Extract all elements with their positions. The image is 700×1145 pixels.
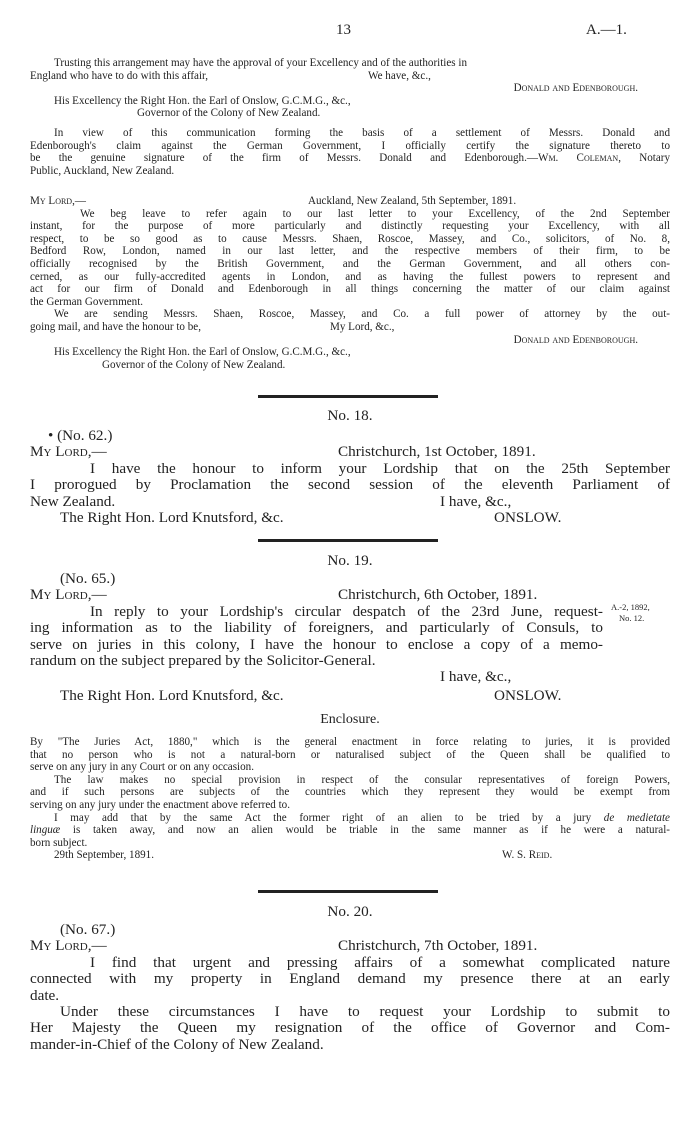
closing-line: England who have to do with this affair,: [30, 69, 209, 82]
letter-line: We are sending Messrs. Shaen, Roscoe, Massey, and Co. a full power of attorney by the out-: [54, 308, 670, 321]
signature: ONSLOW.: [494, 686, 562, 704]
signature: Donald and Edenborough.: [513, 82, 638, 95]
despatch-ref: (No. 65.): [60, 570, 116, 587]
signature: W. S. Reid.: [502, 849, 553, 862]
salutation: My Lord,—: [30, 586, 107, 604]
letter-line: respect, to be so good as to cause Messrs. Shaen, Roscoe, Massey, and Co., solicitors, of No. 8,: [30, 232, 670, 245]
place-date: Christchurch, 7th October, 1891.: [338, 937, 538, 955]
enclosure-line: serve on any jury in any Court or on any occasion.: [30, 761, 254, 774]
enclosure-line: is taken away, and now an alien would be triable in the same manner as if he were a natural-: [60, 824, 670, 837]
despatch-line: I prorogued by Proclamation the second session of the eleventh Parliament of: [30, 476, 670, 494]
section-divider: [258, 395, 438, 398]
letter-line: the German Government.: [30, 295, 144, 308]
certificate-line: , Notary: [618, 152, 670, 165]
closing-greeting: My Lord, &c.,: [330, 320, 395, 333]
enclosure-line: that no person who is not a natural-born or naturalised subject of the Queen shall be qualified to: [30, 748, 670, 761]
despatch-line: serve on juries in this colony, I have the honour to enclose a copy of a memo-: [30, 635, 603, 653]
certificate-line: In view of this communication forming the basis of a settlement of Messrs. Donald and: [54, 127, 670, 139]
margin-reference-line: No. 12.: [619, 613, 645, 623]
signature: ONSLOW.: [494, 509, 562, 527]
enclosure-line: born subject.: [30, 836, 88, 849]
addressee-line: Governor of the Colony of New Zealand.: [137, 107, 321, 120]
letter-line: act for our firm of Donald and Edenborough in all things concerning the matter of our claim against: [30, 283, 670, 296]
letter-line: instant, for the purpose of more particularly and distinctly requesting your Excellency, with all: [30, 220, 670, 233]
despatch-line: mander-in-Chief of the Colony of New Zealand.: [30, 1035, 324, 1053]
closing-greeting: I have, &c.,: [440, 668, 512, 686]
despatch-ref: • (No. 62.): [48, 427, 113, 444]
despatch-line: In reply to your Lordship's circular despatch of the 23rd June, request-: [90, 602, 603, 620]
despatch-line: Her Majesty the Queen my resignation of the office of Governor and Com-: [30, 1019, 670, 1037]
enclosure-line: By "The Juries Act, 1880," which is the general enactment in force relating to juries, it is provided: [30, 736, 670, 748]
despatch-line: connected with my property in England demand my presence there at an early: [30, 970, 670, 988]
letter-line: Bedford Row, London, named in our last letter, and the respective members of their firm, to be: [30, 245, 670, 258]
despatch-ref: (No. 67.): [60, 921, 116, 938]
enclosure-line: serving on any jury under the enactment above referred to.: [30, 798, 290, 811]
letter-line: cerned, as our fully-accredited agents in London, and as having the fullest powers to represent and: [30, 270, 670, 283]
letter-closing-block: [30, 57, 670, 120]
letter-line: officially recognised by the British Government, and the German Government, and all others con-: [30, 257, 670, 270]
section-divider: [258, 539, 438, 542]
despatch-ref-number: (No. 62.): [57, 427, 113, 444]
section-divider: [258, 890, 438, 893]
letter-line: going mail, and have the honour to be,: [30, 320, 201, 333]
margin-reference: [611, 602, 650, 624]
closing-greeting: I have, &c.,: [440, 492, 512, 510]
salutation: My Lord,—: [30, 443, 107, 461]
despatch-no18: [30, 428, 670, 526]
salutation: My Lord,—: [30, 937, 107, 955]
letter-auckland: [30, 195, 670, 371]
enclosure-memorandum: [30, 736, 670, 862]
enclosure-line: and if such persons are subjects of the countries which they represent they would be exempt from: [30, 786, 670, 799]
despatch-line: date.: [30, 986, 60, 1004]
despatch-line: I have the honour to inform your Lordship that on the 25th September: [90, 459, 670, 477]
despatch-line: randum on the subject prepared by the Solicitor-General.: [30, 652, 376, 670]
notary-name: Wm. Coleman: [537, 152, 619, 165]
signature: Donald and Edenborough.: [513, 333, 638, 346]
margin-reference-line: A.-2, 1892,: [611, 602, 650, 612]
despatch-line: ing information as to the liability of foreigners, and particularly of Consuls, to: [30, 619, 603, 637]
notary-certificate: [30, 127, 670, 177]
place-date: Christchurch, 1st October, 1891.: [338, 443, 536, 461]
document-reference: A.—1.: [586, 22, 627, 38]
despatch-no19: [30, 571, 603, 704]
enclosure-date: 29th September, 1891.: [54, 849, 155, 862]
certificate-line: be the genuine signature of the firm of Messrs. Donald and Edenborough.—: [30, 152, 538, 165]
enclosure-line: The law makes no special provision in respect of the consular representatives of foreign Powers,: [54, 773, 670, 786]
enclosure-heading: Enclosure.: [320, 712, 380, 727]
addressee: The Right Hon. Lord Knutsford, &c.: [60, 509, 284, 527]
despatch-heading: No. 18.: [327, 407, 373, 424]
latin-phrase: linguæ: [30, 824, 61, 837]
place-date: Auckland, New Zealand, 5th September, 1891.: [308, 195, 517, 207]
despatch-heading: No. 20.: [327, 903, 373, 920]
addressee-line: His Excellency the Right Hon. the Earl of Onslow, G.C.M.G., &c.,: [54, 346, 351, 359]
despatch-no20: [30, 922, 670, 1053]
place-date: Christchurch, 6th October, 1891.: [338, 586, 538, 604]
despatch-line: I find that urgent and pressing affairs of a somewhat complicated nature: [90, 953, 670, 971]
closing-greeting: We have, &c.,: [368, 69, 431, 82]
addressee: The Right Hon. Lord Knutsford, &c.: [60, 686, 284, 704]
despatch-line: Under these circumstances I have to request your Lordship to submit to: [60, 1003, 670, 1021]
closing-line: Trusting this arrangement may have the approval of your Excellency and of the authorities in: [54, 57, 468, 69]
certificate-line: Public, Auckland, New Zealand.: [30, 164, 175, 177]
despatch-line: New Zealand.: [30, 492, 116, 510]
addressee-line: Governor of the Colony of New Zealand.: [102, 358, 286, 371]
page-number: 13: [336, 22, 351, 38]
enclosure-line: I may add that by the same Act the former right of an alien to be tried by a jury: [54, 811, 604, 824]
addressee-line: His Excellency the Right Hon. the Earl of Onslow, G.C.M.G., &c.,: [54, 94, 351, 107]
latin-phrase: de medietate: [603, 811, 670, 824]
certificate-line: Edenborough's claim against the German Government, I officially certify the signature thereto to: [30, 139, 670, 152]
despatch-heading: No. 19.: [327, 552, 373, 569]
salutation: My Lord,—: [30, 195, 86, 207]
letter-line: We beg leave to refer again to our last letter to your Excellency, of the 2nd September: [80, 207, 670, 220]
